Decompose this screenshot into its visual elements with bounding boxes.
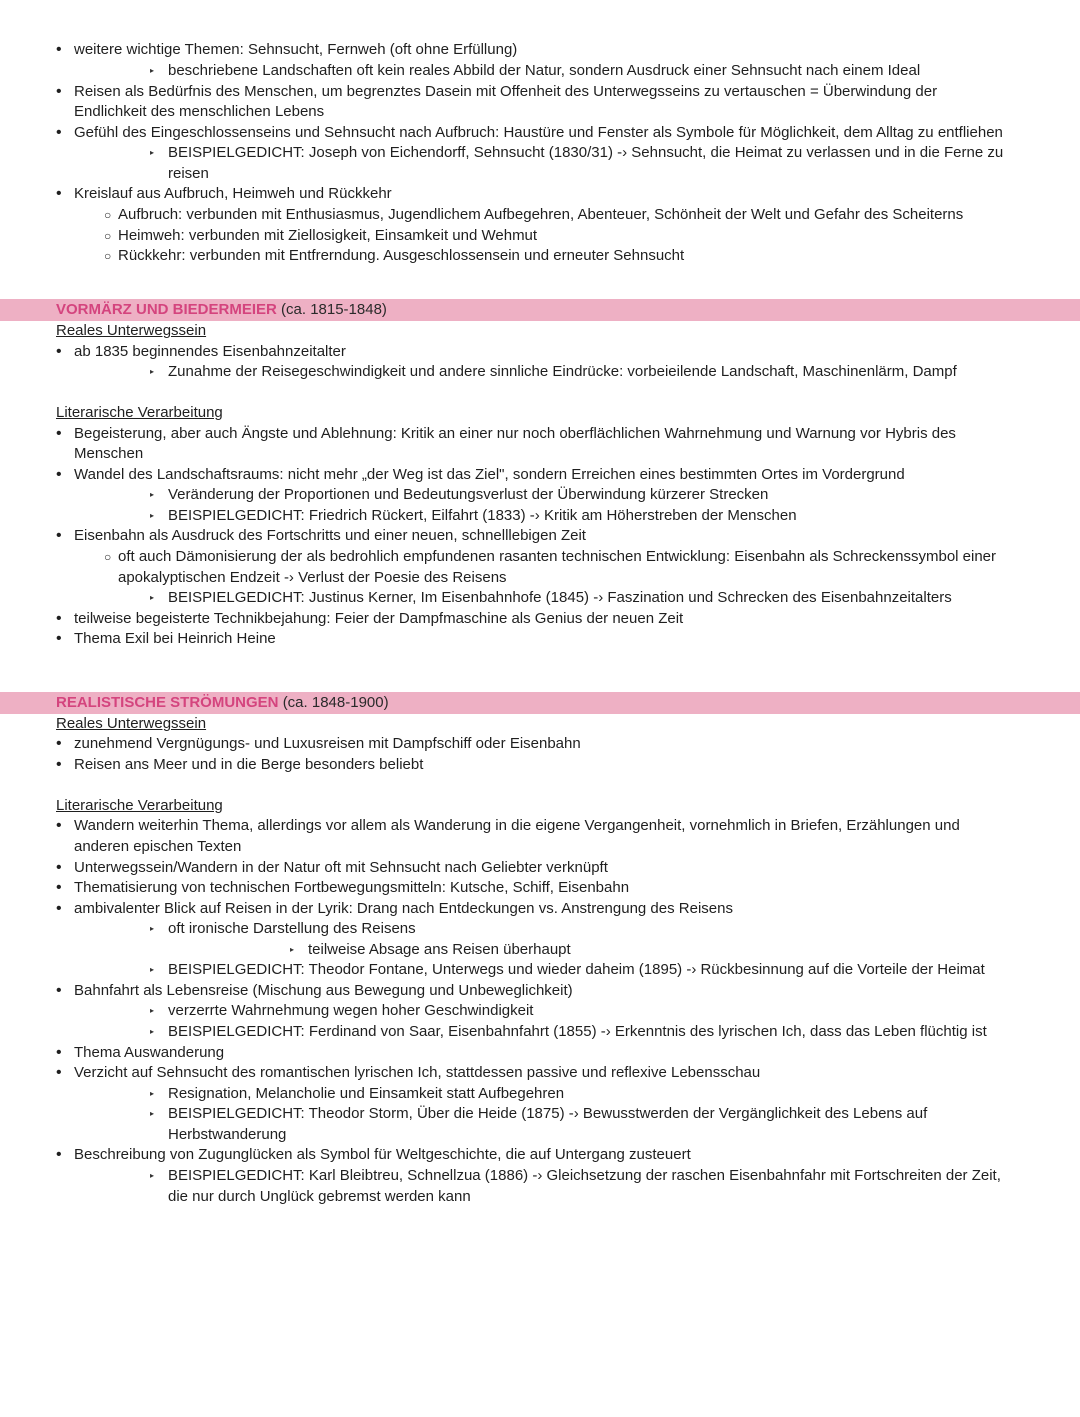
bullet-text: ambivalenter Blick auf Reisen in der Lyrik: Drang nach Entdeckungen vs. Anstrengung des Reisens	[74, 900, 733, 917]
bullet-text: BEISPIELGEDICHT: Karl Bleibtreu, Schnellzua (1886) -› Gleichsetzung der raschen Eisenbahnfahr mit Fortschreiten der Zeit,	[168, 1167, 1001, 1184]
subheading: Reales Unterwegssein	[56, 715, 207, 732]
bullet-text: oft auch Dämonisierung der als bedrohlich empfundenen rasanten technischen Entwicklung: Eisenbahn als Schreckenssymbol einer	[118, 548, 997, 565]
bullet-text: Veränderung der Proportionen und Bedeutungsverlust der Überwindung kürzerer Strecken	[168, 486, 769, 503]
subheading: Literarische Verarbeitung	[56, 797, 223, 814]
bullet-item: • Wandel des Landschaftsraums: nicht mehr „der Weg ist das Ziel", sondern Erreichen eines bestimmten Ortes im Vordergrund	[56, 466, 905, 483]
bullet-item: • Thema Auswanderung	[56, 1044, 225, 1061]
bullet-text: Beschreibung von Zugunglücken als Symbol für Weltgeschichte, die auf Untergang zusteuert	[74, 1146, 691, 1163]
sub-bullet-item: ▸ verzerrte Wahrnehmung wegen hoher Geschwindigkeit	[150, 1002, 534, 1019]
bullet-item: • Unterwegssein/Wandern in der Natur oft mit Sehnsucht nach Geliebter verknüpft	[56, 859, 608, 876]
bullet-text: reisen	[168, 165, 209, 182]
bullet-text: BEISPIELGEDICHT: Theodor Fontane, Unterwegs und wieder daheim (1895) -› Rückbesinnung auf die Vorteile der Heimat	[168, 961, 985, 978]
bullet-item: • Wandern weiterhin Thema, allerdings vor allem als Wanderung in die eigene Vergangenheit, vornehmlich in Briefen, Erzählungen und	[56, 817, 960, 834]
bullet-text: weitere wichtige Themen: Sehnsucht, Fernweh (oft ohne Erfüllung)	[74, 41, 518, 58]
bullet-text: Kreislauf aus Aufbruch, Heimweh und Rückkehr	[74, 185, 392, 202]
section-title: REALISTISCHE STRÖMUNGEN	[56, 694, 279, 711]
bullet-item: • Reisen als Bedürfnis des Menschen, um begrenztes Dasein mit Offenheit des Unterwegsseins zu vertauschen = Überwindung der	[56, 83, 938, 100]
bullet-item: • Begeisterung, aber auch Ängste und Ablehnung: Kritik an einer nur noch oberflächlichen Wahrnehmung und Warnung vor Hybris des	[56, 425, 956, 442]
bullet-text: Rückkehr: verbunden mit Entfrerndung. Ausgeschlossensein und erneuter Sehnsucht	[118, 247, 685, 264]
bullet-text: Reisen als Bedürfnis des Menschen, um begrenztes Dasein mit Offenheit des Unterwegsseins zu vertauschen = Überwindung der	[74, 83, 938, 100]
sub-bullet-item: ▸ beschriebene Landschaften oft kein reales Abbild der Natur, sondern Ausdruck einer Sehnsucht nach einem Ideal	[150, 62, 921, 79]
bullet-continuation	[0, 102, 1070, 122]
bullet-text: Gefühl des Eingeschlossenseins und Sehnsucht nach Aufbruch: Haustüre und Fenster als Symbole für Möglichkeit, dem Alltag zu entfliehen	[74, 124, 1003, 141]
bullet-text: Zunahme der Reisegeschwindigkeit und andere sinnliche Eindrücke: vorbeieilende Landschaft, Maschinenlärm, Dampf	[168, 363, 957, 380]
bullet-item: • Bahnfahrt als Lebensreise (Mischung aus Bewegung und Unbeweglichkeit)	[56, 982, 573, 999]
bullet-item: • Verzicht auf Sehnsucht des romantischen lyrischen Ich, stattdessen passive und reflexive Lebensschau	[56, 1064, 761, 1081]
bullet-item: • ab 1835 beginnendes Eisenbahnzeitalter	[56, 343, 346, 360]
sub-bullet-item: ▸ oft ironische Darstellung des Reisens	[150, 920, 416, 937]
sub-bullet-item: ▸ Zunahme der Reisegeschwindigkeit und andere sinnliche Eindrücke: vorbeieilende Landschaft, Maschinenlärm, Dampf	[150, 363, 957, 380]
bullet-text: ab 1835 beginnendes Eisenbahnzeitalter	[74, 343, 346, 360]
bullet-item: • Beschreibung von Zugunglücken als Symbol für Weltgeschichte, die auf Untergang zusteuert	[56, 1146, 691, 1163]
bullet-text: anderen epischen Texten	[74, 838, 242, 855]
bullet-text: Thematisierung von technischen Fortbewegungsmitteln: Kutsche, Schiff, Eisenbahn	[74, 879, 630, 896]
sub-bullet-item: ▸ BEISPIELGEDICHT: Justinus Kerner, Im Eisenbahnhofe (1845) -› Faszination und Schrecken des Eisenbahnzeitalters	[150, 589, 952, 606]
circle-bullet-item: ○ Rückkehr: verbunden mit Entfrerndung. Ausgeschlossensein und erneuter Sehnsucht	[104, 247, 685, 264]
bullet-text: Begeisterung, aber auch Ängste und Ablehnung: Kritik an einer nur noch oberflächlichen Wahrnehmung und Warnung vor Hybris des	[74, 425, 956, 442]
bullet-continuation	[0, 444, 1070, 464]
bullet-text: verzerrte Wahrnehmung wegen hoher Geschwindigkeit	[168, 1002, 534, 1019]
sub-bullet-item: ▸ BEISPIELGEDICHT: Ferdinand von Saar, Eisenbahnfahrt (1855) -› Erkenntnis des lyrischen Ich, dass das Leben flüchtig ist	[150, 1023, 987, 1040]
bullet-continuation	[0, 1187, 1070, 1207]
bullet-text: die nur durch Unglück gebremst werden kann	[168, 1188, 471, 1205]
sub-bullet-item: ▸ Resignation, Melancholie und Einsamkeit statt Aufbegehren	[150, 1085, 565, 1102]
bullet-text: Endlichkeit des menschlichen Lebens	[74, 103, 325, 120]
section-title: VORMÄRZ UND BIEDERMEIER	[56, 301, 277, 318]
sub-sub-bullet-item: ▸ teilweise Absage ans Reisen überhaupt	[290, 941, 571, 958]
bullet-text: apokalyptischen Endzeit -› Verlust der Poesie des Reisens	[118, 569, 507, 586]
bullet-item: • teilweise begeisterte Technikbejahung: Feier der Dampfmaschine als Genius der neuen Zeit	[56, 610, 684, 627]
bullet-item: • zunehmend Vergnügungs- und Luxusreisen mit Dampfschiff oder Eisenbahn	[56, 735, 581, 752]
circle-bullet-item: ○ Heimweh: verbunden mit Ziellosigkeit, Einsamkeit und Wehmut	[104, 227, 538, 244]
bullet-text: Eisenbahn als Ausdruck des Fortschritts und einer neuen, schnelllebigen Zeit	[74, 527, 586, 544]
bullet-text: BEISPIELGEDICHT: Ferdinand von Saar, Eisenbahnfahrt (1855) -› Erkenntnis des lyrischen Ich, dass das Leben flüchtig ist	[168, 1023, 987, 1040]
bullet-item: • Thema Exil bei Heinrich Heine	[56, 630, 276, 647]
bullet-item: • Thematisierung von technischen Fortbewegungsmitteln: Kutsche, Schiff, Eisenbahn	[56, 879, 630, 896]
bullet-item: • weitere wichtige Themen: Sehnsucht, Fernweh (oft ohne Erfüllung)	[56, 41, 518, 58]
sub-bullet-item: ▸ Veränderung der Proportionen und Bedeutungsverlust der Überwindung kürzerer Strecken	[150, 486, 769, 503]
sub-bullet-item: ▸ BEISPIELGEDICHT: Joseph von Eichendorff, Sehnsucht (1830/31) -› Sehnsucht, die Heimat zu verlassen und in die Ferne zu	[150, 144, 1004, 161]
sub-bullet-item: ▸ BEISPIELGEDICHT: Karl Bleibtreu, Schnellzua (1886) -› Gleichsetzung der raschen Eisenbahnfahr mit Fortschreiten der Zeit,	[150, 1167, 1001, 1184]
bullet-text: Wandern weiterhin Thema, allerdings vor allem als Wanderung in die eigene Vergangenheit, vornehmlich in Briefen, Erzählungen und	[74, 817, 960, 834]
section-period: (ca. 1848-1900)	[282, 694, 389, 711]
section-header-vormaerz	[0, 299, 1080, 321]
bullet-continuation	[0, 1125, 1070, 1145]
bullet-text: zunehmend Vergnügungs- und Luxusreisen mit Dampfschiff oder Eisenbahn	[74, 735, 581, 752]
section-period: (ca. 1815-1848)	[281, 301, 387, 318]
bullet-text: Bahnfahrt als Lebensreise (Mischung aus Bewegung und Unbeweglichkeit)	[74, 982, 573, 999]
bullet-text: Wandel des Landschaftsraums: nicht mehr „der Weg ist das Ziel", sondern Erreichen eines bestimmten Ortes im Vordergrund	[74, 466, 905, 483]
bullet-text: teilweise Absage ans Reisen überhaupt	[308, 941, 571, 958]
bullet-item: • ambivalenter Blick auf Reisen in der Lyrik: Drang nach Entdeckungen vs. Anstrengung des Reisens	[56, 900, 733, 917]
subheading: Literarische Verarbeitung	[56, 404, 223, 421]
bullet-text: Unterwegssein/Wandern in der Natur oft mit Sehnsucht nach Geliebter verknüpft	[74, 859, 608, 876]
bullet-item: • Gefühl des Eingeschlossenseins und Sehnsucht nach Aufbruch: Haustüre und Fenster als Symbole für Möglichkeit, dem Alltag zu entfliehen	[56, 124, 1003, 141]
circle-bullet-item: ○ Aufbruch: verbunden mit Enthusiasmus, Jugendlichem Aufbegehren, Abenteuer, Schönheit der Welt und Gefahr des Scheiterns	[104, 206, 964, 223]
bullet-text: Heimweh: verbunden mit Ziellosigkeit, Einsamkeit und Wehmut	[118, 227, 538, 244]
bullet-text: Herbstwanderung	[168, 1126, 287, 1143]
bullet-text: Thema Exil bei Heinrich Heine	[74, 630, 276, 647]
bullet-text: oft ironische Darstellung des Reisens	[168, 920, 416, 937]
bullet-text: Aufbruch: verbunden mit Enthusiasmus, Jugendlichem Aufbegehren, Abenteuer, Schönheit der Welt und Gefahr des Scheiterns	[118, 206, 964, 223]
bullet-item: • Kreislauf aus Aufbruch, Heimweh und Rückkehr	[56, 185, 392, 202]
sub-bullet-item: ▸ BEISPIELGEDICHT: Theodor Storm, Über die Heide (1875) -› Bewusstwerden der Vergänglichkeit des Lebens auf	[150, 1105, 928, 1122]
bullet-text: beschriebene Landschaften oft kein reales Abbild der Natur, sondern Ausdruck einer Sehnsucht nach einem Ideal	[168, 62, 921, 79]
bullet-text: BEISPIELGEDICHT: Justinus Kerner, Im Eisenbahnhofe (1845) -› Faszination und Schrecken des Eisenbahnzeitalters	[168, 589, 952, 606]
subheading: Reales Unterwegssein	[56, 322, 207, 339]
sub-bullet-item: ▸ BEISPIELGEDICHT: Friedrich Rückert, Eilfahrt (1833) -› Kritik am Höherstreben der Menschen	[150, 507, 797, 524]
bullet-continuation	[0, 837, 1070, 857]
bullet-text: teilweise begeisterte Technikbejahung: Feier der Dampfmaschine als Genius der neuen Zeit	[74, 610, 684, 627]
bullet-continuation	[0, 164, 1070, 184]
bullet-text: BEISPIELGEDICHT: Friedrich Rückert, Eilfahrt (1833) -› Kritik am Höherstreben der Menschen	[168, 507, 797, 524]
bullet-text: Verzicht auf Sehnsucht des romantischen lyrischen Ich, stattdessen passive und reflexive Lebensschau	[74, 1064, 761, 1081]
bullet-item: • Eisenbahn als Ausdruck des Fortschritts und einer neuen, schnelllebigen Zeit	[56, 527, 586, 544]
bullet-text: Reisen ans Meer und in die Berge besonders beliebt	[74, 756, 424, 773]
bullet-text: BEISPIELGEDICHT: Joseph von Eichendorff, Sehnsucht (1830/31) -› Sehnsucht, die Heimat zu verlassen und in die Ferne zu	[168, 144, 1004, 161]
bullet-item: • Reisen ans Meer und in die Berge besonders beliebt	[56, 756, 424, 773]
bullet-text: Menschen	[74, 445, 144, 462]
bullet-text: Thema Auswanderung	[74, 1044, 225, 1061]
bullet-text: Resignation, Melancholie und Einsamkeit statt Aufbegehren	[168, 1085, 565, 1102]
bullet-continuation	[0, 568, 1070, 588]
circle-bullet-item: ○ oft auch Dämonisierung der als bedrohlich empfundenen rasanten technischen Entwicklung: Eisenbahn als Schreckenssymbol einer	[104, 548, 997, 565]
bullet-text: BEISPIELGEDICHT: Theodor Storm, Über die Heide (1875) -› Bewusstwerden der Vergänglichkeit des Lebens auf	[168, 1105, 928, 1122]
sub-bullet-item: ▸ BEISPIELGEDICHT: Theodor Fontane, Unterwegs und wieder daheim (1895) -› Rückbesinnung auf die Vorteile der Heimat	[150, 961, 985, 978]
section-header-realismus	[0, 692, 1080, 714]
